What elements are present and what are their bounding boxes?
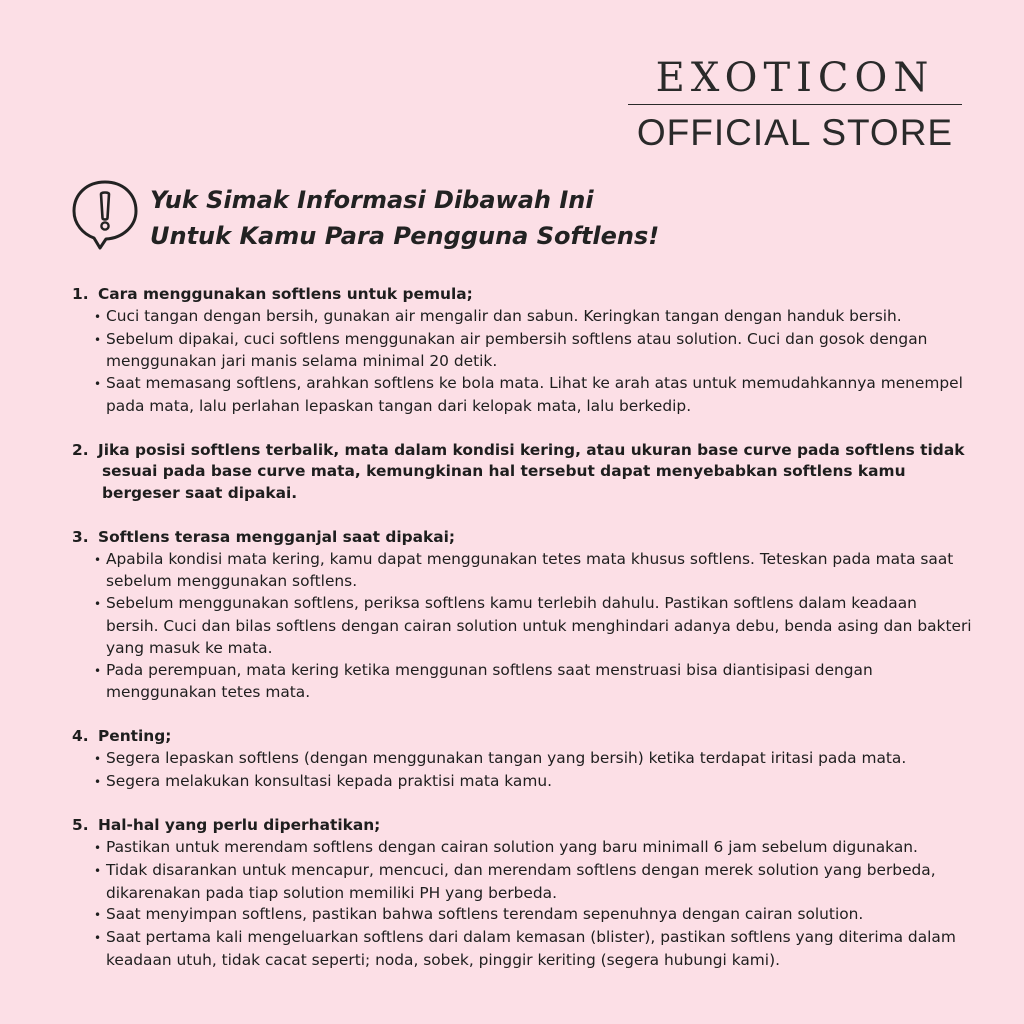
- section-number: 5.: [72, 816, 89, 835]
- section-title: Cara menggunakan softlens untuk pemula;: [98, 285, 473, 303]
- info-list: [72, 284, 972, 994]
- section-heading: [72, 815, 972, 837]
- list-item: • Sebelum menggunakan softlens, periksa softlens kamu terlebih dahulu. Pastikan softlens dalam keadaan bersih. Cuci dan bilas softlens dengan cairan solution untuk menghindari adanya debu, benda asing dan bakteri yang masuk ke mata.: [72, 593, 972, 659]
- list-item: • Pada perempuan, mata kering ketika menggunan softlens saat menstruasi bisa diantisipasi dengan menggunakan tetes mata.: [72, 660, 972, 705]
- notice-line-1: Yuk Simak Informasi Dibawah Ini: [150, 186, 594, 214]
- brand-logo: [628, 54, 962, 155]
- section-number: 2.: [72, 440, 89, 459]
- section-1: [72, 284, 972, 418]
- info-speech-bubble-icon: [70, 178, 140, 254]
- list-item: • Sebelum dipakai, cuci softlens menggunakan air pembersih softlens atau solution. Cuci dan gosok dengan menggunakan jari manis selama minimal 20 detik.: [72, 329, 972, 374]
- section-2: [72, 440, 972, 505]
- notice-line-2: Untuk Kamu Para Pengguna Softlens!: [150, 222, 660, 250]
- list-item: • Saat menyimpan softlens, pastikan bahwa softlens terendam sepenuhnya dengan cairan solution.: [72, 904, 972, 927]
- list-item: • Segera lepaskan softlens (dengan menggunakan tangan yang bersih) ketika terdapat iritasi pada mata.: [72, 748, 972, 771]
- list-item: • Pastikan untuk merendam softlens dengan cairan solution yang baru minimall 6 jam sebelum digunakan.: [72, 837, 972, 860]
- brand-subtitle: OFFICIAL STORE: [636, 112, 954, 153]
- list-item: • Cuci tangan dengan bersih, gunakan air mengalir dan sabun. Keringkan tangan dengan handuk bersih.: [72, 306, 972, 329]
- section-heading: [72, 440, 972, 505]
- section-number: 1.: [72, 285, 89, 303]
- section-title: Hal-hal yang perlu diperhatikan;: [98, 816, 381, 835]
- notice-header: [70, 178, 710, 258]
- list-item: • Tidak disarankan untuk mencapur, mencuci, dan merendam softlens dengan merek solution yang berbeda, dikarenakan pada tiap solution memiliki PH yang berbeda.: [72, 860, 972, 905]
- section-title: Penting;: [98, 726, 172, 745]
- section-heading: [72, 726, 972, 748]
- notice-text: [150, 182, 659, 254]
- section-3: [72, 527, 972, 704]
- section-title: Softlens terasa mengganjal saat dipakai;: [98, 527, 456, 546]
- list-item: • Saat memasang softlens, arahkan softlens ke bola mata. Lihat ke arah atas untuk memudahkannya menempel pada mata, lalu perlahan lepaskan tangan dari kelopak mata, lalu berkedip.: [72, 373, 972, 418]
- brand-divider: [628, 104, 962, 105]
- section-heading: [72, 527, 972, 549]
- section-4: [72, 726, 972, 793]
- brand-name: EXOTICON: [655, 55, 935, 101]
- section-heading: [72, 284, 972, 306]
- list-item: • Saat pertama kali mengeluarkan softlens dari dalam kemasan (blister), pastikan softlens yang diterima dalam keadaan utuh, tidak cacat seperti; noda, sobek, pinggir keriting (segera hubungi kami).: [72, 927, 972, 972]
- section-number: 4.: [72, 726, 89, 745]
- list-item: • Segera melakukan konsultasi kepada praktisi mata kamu.: [72, 771, 972, 794]
- section-number: 3.: [72, 527, 89, 546]
- section-5: [72, 815, 972, 972]
- section-title: Jika posisi softlens terbalik, mata dalam kondisi kering, atau ukuran base curve pada softlens tidak sesuai pada base curve mata, kemungkinan hal tersebut dapat menyebabkan softlens kamu bergeser saat dipakai.: [98, 440, 965, 503]
- list-item: • Apabila kondisi mata kering, kamu dapat menggunakan tetes mata khusus softlens. Teteskan pada mata saat sebelum menggunakan softlens.: [72, 549, 972, 594]
